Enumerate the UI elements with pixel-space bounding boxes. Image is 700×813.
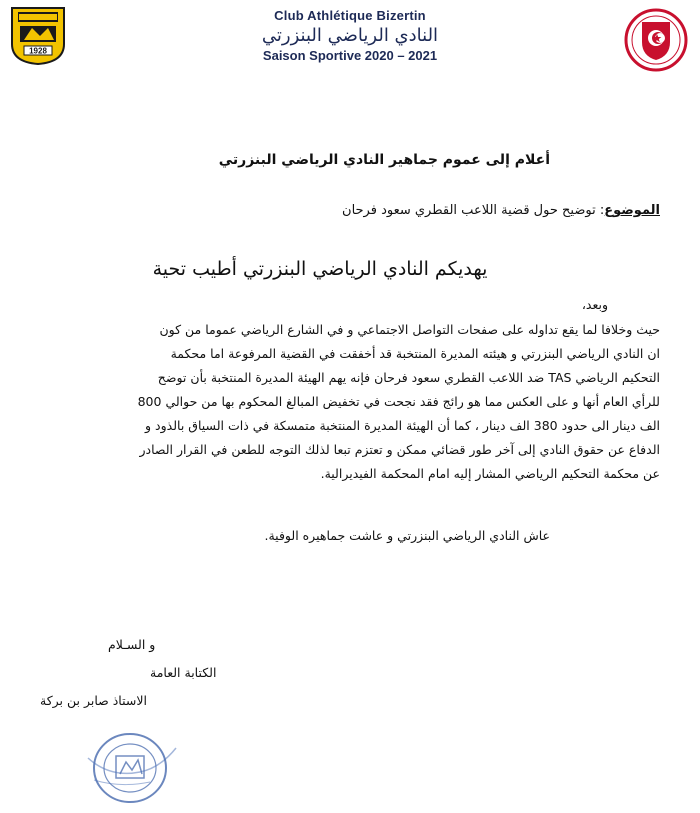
subject-line — [100, 203, 660, 218]
club-name-arabic: النادي الرياضي البنزرتي — [261, 25, 439, 46]
signer-name: الاستاذ صابر بن بركة — [40, 693, 147, 708]
season-label: Saison Sportive 2020 – 2021 — [262, 48, 438, 63]
club-crest-icon — [10, 6, 66, 66]
paragraph-line: التحكيم الرياضي TAS ضد اللاعب القطري سعود فرحان فإنه يهم الهيئة المديرة المنتخبة بأن توضح — [157, 370, 660, 385]
subject-key: الموضوع — [604, 203, 660, 218]
crest-year: 1928 — [29, 46, 47, 56]
opening: وبعد، — [581, 297, 608, 312]
official-stamp-icon — [80, 728, 180, 808]
paragraph-line: الف دينار الى حدود 380 الف دينار ، كما أن الهيئة المديرة المنتخبة متمسكة في ذات السياق بالذود و — [145, 418, 660, 433]
club-name-latin: Club Athlétique Bizertin — [274, 8, 426, 23]
paragraph-line: عن محكمة التحكيم الرياضي المشار إليه امام المحكمة الفيديرالية. — [320, 466, 660, 481]
subject-text: : توضيح حول قضية اللاعب القطري سعود فرحان — [342, 203, 605, 218]
paragraph-line: حيث وخلافا لما يقع تداوله على صفحات التواصل الاجتماعي و في الشارع الرياضي عموما من كون — [159, 322, 660, 337]
office-title: الكتابة العامة — [150, 665, 217, 680]
greeting: يهديكم النادي الرياضي البنزرتي أطيب تحية — [152, 258, 488, 280]
letterhead — [230, 8, 470, 63]
salutation: و السـلام — [108, 637, 156, 652]
body-paragraph — [40, 318, 660, 486]
paragraph-line: للرأي العام أنها و على العكس مما هو رائج فقد نجحت في تخفيض المبالغ المحكوم بها من حوالي 800 — [137, 394, 660, 409]
announcement-heading: أعلام إلى عموم جماهير النادي الرياضي البنزرتي — [218, 152, 550, 168]
closing-line: عاش النادي الرياضي البنزرتي و عاشت جماهيره الوفية. — [264, 528, 550, 543]
federation-crest-icon — [624, 8, 688, 72]
paragraph-line: ان النادي الرياضي البنزرتي و هيئته المديرة المنتخبة قد أخفقت في القضية المرفوعة اما محكمة — [170, 346, 660, 361]
paragraph-line: الدفاع عن حقوق النادي إلى آخر طور قضائي ممكن و تعتزم تبعا لذلك التوجه للطعن في القرار الصادر — [139, 442, 660, 457]
